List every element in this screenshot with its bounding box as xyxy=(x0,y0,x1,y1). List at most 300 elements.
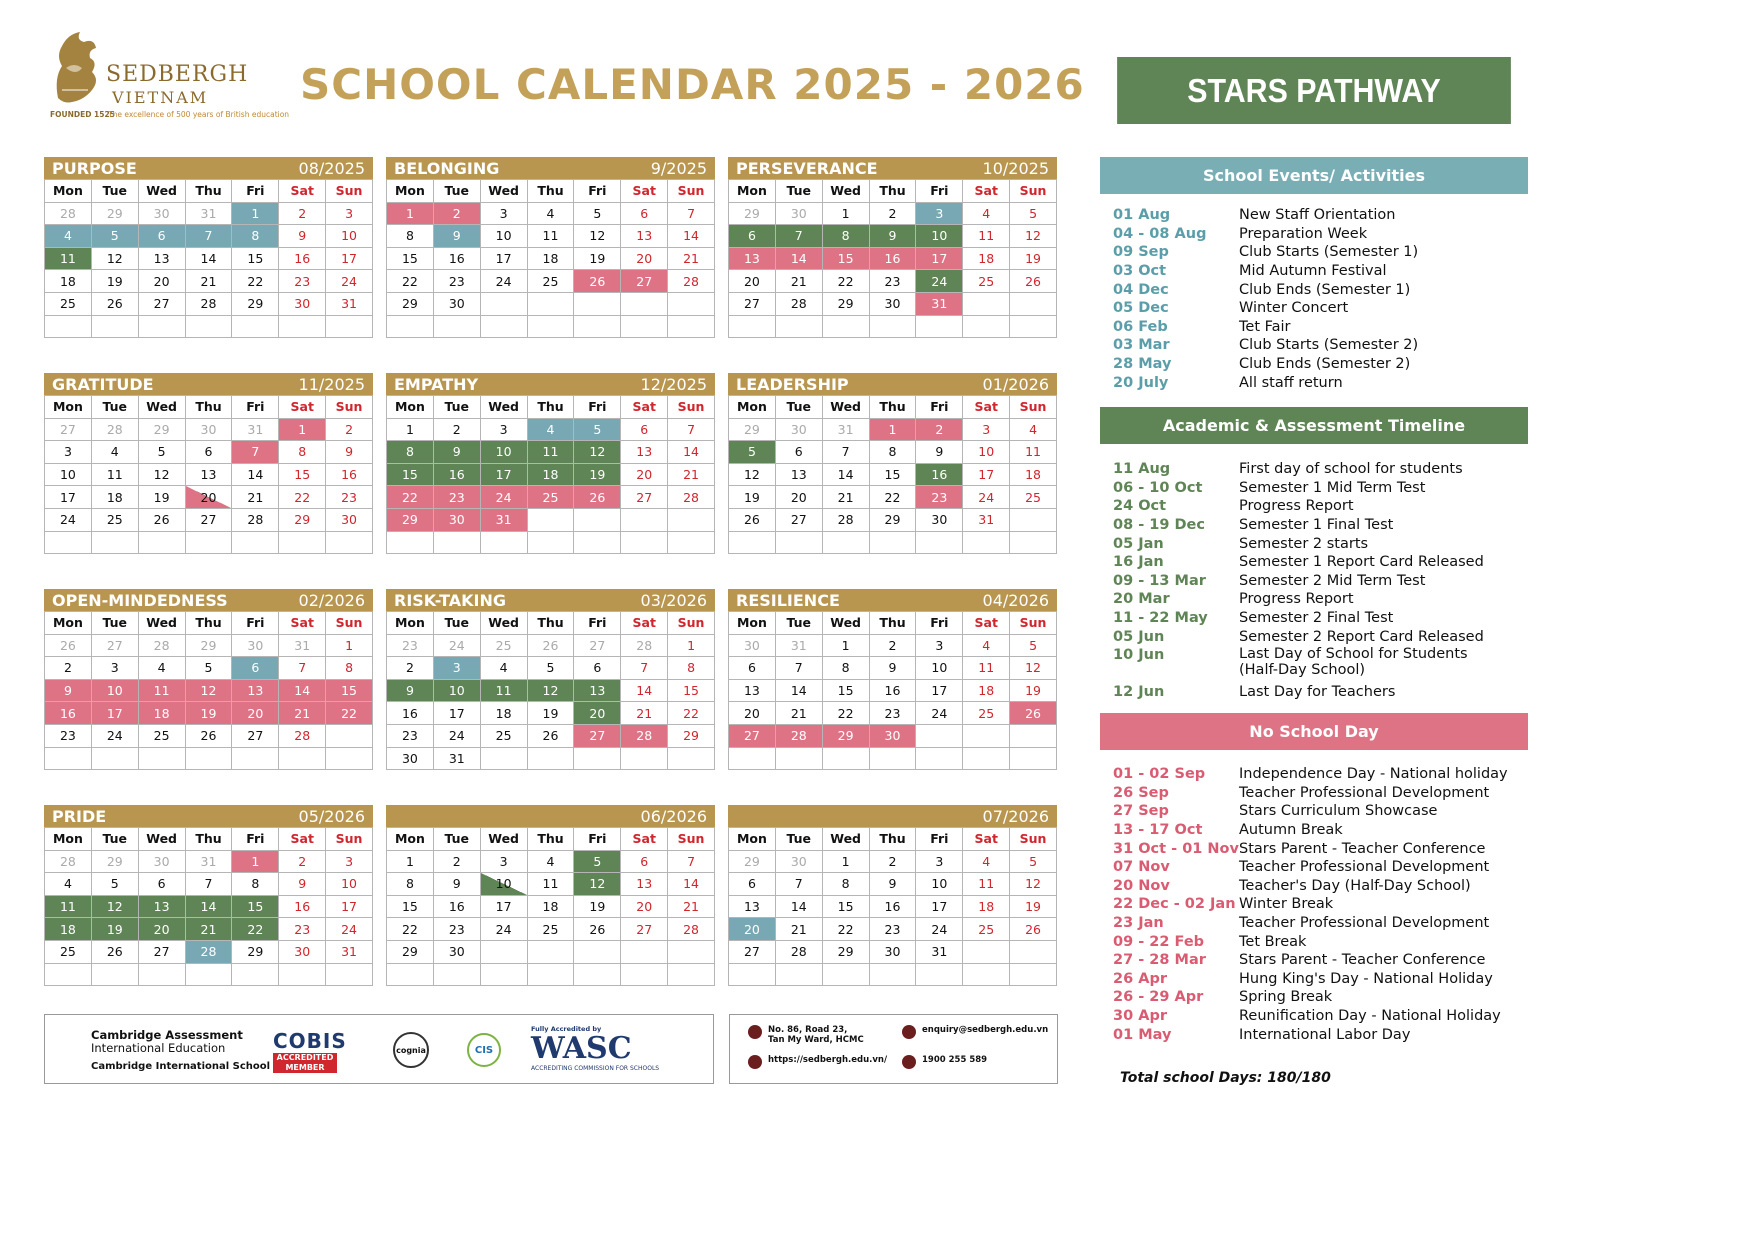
weekday-header: Fri xyxy=(232,828,279,851)
day-cell-adjacent xyxy=(481,748,528,771)
website-link[interactable]: https://sedbergh.edu.vn/ xyxy=(768,1055,888,1065)
day-cell-adjacent xyxy=(1010,293,1057,316)
event-date: 05 Jun xyxy=(1113,628,1165,645)
event-date: 26 Apr xyxy=(1113,970,1167,987)
day-cell: 31 xyxy=(434,748,481,771)
wasc-top: Fully Accredited by xyxy=(531,1025,602,1033)
weekday-header: Wed xyxy=(481,396,528,419)
day-cell: 5 xyxy=(139,441,186,464)
day-cell: 9 xyxy=(434,225,481,248)
day-cell: 23 xyxy=(387,725,434,748)
day-cell: 4 xyxy=(528,419,575,442)
day-cell-adjacent xyxy=(729,532,776,555)
day-cell: 25 xyxy=(528,918,575,941)
day-cell: 3 xyxy=(481,851,528,874)
month-header xyxy=(44,589,373,611)
day-cell: 11 xyxy=(92,464,139,487)
day-cell: 20 xyxy=(729,918,776,941)
event-text xyxy=(1239,207,1533,223)
weekday-header: Thu xyxy=(186,396,233,419)
event-text xyxy=(1239,803,1533,819)
day-cell: 7 xyxy=(776,873,823,896)
day-cell: 14 xyxy=(232,464,279,487)
day-cell: 24 xyxy=(45,509,92,532)
day-cell-adjacent: 30 xyxy=(776,419,823,442)
day-cell: 2 xyxy=(434,851,481,874)
weekday-header: Tue xyxy=(434,396,481,419)
day-cell: 18 xyxy=(45,270,92,293)
day-cell-adjacent: 28 xyxy=(92,419,139,442)
day-cell: 22 xyxy=(387,918,434,941)
month-theme: OPEN-MINDEDNESS xyxy=(52,590,228,610)
event-date: 11 Aug xyxy=(1113,461,1171,478)
day-cell-adjacent xyxy=(186,748,233,771)
day-cell: 30 xyxy=(870,725,917,748)
day-cell-adjacent xyxy=(668,941,715,964)
day-cell: 11 xyxy=(528,225,575,248)
event-row xyxy=(1113,318,1533,337)
cognia-logo: cognia xyxy=(393,1032,429,1068)
event-row xyxy=(1113,460,1533,479)
day-cell: 20 xyxy=(186,486,233,509)
day-cell: 26 xyxy=(1010,918,1057,941)
day-cell: 23 xyxy=(45,725,92,748)
day-cell: 18 xyxy=(92,486,139,509)
day-cell: 4 xyxy=(45,225,92,248)
weekday-header: Wed xyxy=(823,180,870,203)
day-cell: 15 xyxy=(232,896,279,919)
day-cell: 3 xyxy=(916,851,963,874)
phone-number[interactable]: 1900 255 589 xyxy=(922,1055,988,1065)
day-cell: 13 xyxy=(621,873,668,896)
day-cell: 23 xyxy=(870,270,917,293)
address-line2: Tan My Ward, HCMC xyxy=(768,1035,864,1045)
day-cell: 9 xyxy=(326,441,373,464)
weekday-header: Wed xyxy=(139,396,186,419)
day-cell: 6 xyxy=(574,657,621,680)
day-cell: 4 xyxy=(528,851,575,874)
month-label: 08/2025 xyxy=(298,158,365,178)
day-cell: 6 xyxy=(729,657,776,680)
day-cell: 11 xyxy=(963,225,1010,248)
month-day-grid xyxy=(44,611,373,770)
event-text xyxy=(1239,684,1533,700)
day-cell-adjacent xyxy=(481,941,528,964)
event-text xyxy=(1239,878,1533,894)
day-cell-adjacent xyxy=(279,964,326,987)
day-cell: 28 xyxy=(232,509,279,532)
day-cell-adjacent xyxy=(668,293,715,316)
event-text-line: Tet Break xyxy=(1239,933,1307,950)
day-cell-adjacent xyxy=(729,748,776,771)
weekday-header: Thu xyxy=(186,180,233,203)
day-cell-adjacent xyxy=(528,509,575,532)
day-cell: 12 xyxy=(574,873,621,896)
event-text-line: Mid Autumn Festival xyxy=(1239,263,1387,280)
event-text xyxy=(1239,300,1533,316)
event-text xyxy=(1239,319,1533,335)
day-cell: 18 xyxy=(481,702,528,725)
day-cell-adjacent xyxy=(574,941,621,964)
day-cell: 13 xyxy=(186,464,233,487)
day-cell: 24 xyxy=(916,918,963,941)
weekday-header: Fri xyxy=(232,180,279,203)
day-cell: 28 xyxy=(668,918,715,941)
day-cell-adjacent xyxy=(621,509,668,532)
day-cell-adjacent: 27 xyxy=(45,419,92,442)
day-cell: 22 xyxy=(387,270,434,293)
event-row xyxy=(1113,839,1533,858)
weekday-header: Wed xyxy=(139,612,186,635)
day-cell-adjacent xyxy=(668,748,715,771)
event-row xyxy=(1113,877,1533,896)
month-theme: RISK-TAKING xyxy=(394,590,507,610)
day-cell: 25 xyxy=(963,702,1010,725)
event-text-line: Reunification Day - National Holiday xyxy=(1239,1008,1501,1025)
day-cell: 27 xyxy=(729,941,776,964)
month-label: 10/2025 xyxy=(982,158,1049,178)
cobis-name: COBIS xyxy=(273,1029,347,1053)
day-cell: 8 xyxy=(823,873,870,896)
day-cell: 12 xyxy=(139,464,186,487)
day-cell: 2 xyxy=(326,419,373,442)
day-cell-adjacent xyxy=(963,941,1010,964)
day-cell-adjacent xyxy=(481,316,528,339)
day-cell: 31 xyxy=(326,941,373,964)
event-date: 26 - 29 Apr xyxy=(1113,989,1204,1006)
globe-icon xyxy=(748,1055,762,1069)
weekday-header: Thu xyxy=(870,180,917,203)
day-cell: 22 xyxy=(232,918,279,941)
day-cell-adjacent xyxy=(45,748,92,771)
day-cell: 12 xyxy=(574,225,621,248)
weekday-header: Sat xyxy=(963,396,1010,419)
day-cell: 3 xyxy=(963,419,1010,442)
day-cell: 24 xyxy=(326,270,373,293)
day-cell-adjacent xyxy=(139,748,186,771)
event-date: 20 Nov xyxy=(1113,877,1170,894)
day-cell: 15 xyxy=(387,464,434,487)
day-cell-adjacent xyxy=(279,532,326,555)
day-cell: 21 xyxy=(776,918,823,941)
day-cell: 28 xyxy=(823,509,870,532)
day-cell-adjacent xyxy=(139,964,186,987)
weekday-header: Sun xyxy=(668,828,715,851)
day-cell-adjacent xyxy=(870,964,917,987)
month-day-grid xyxy=(728,395,1057,554)
day-cell: 9 xyxy=(387,680,434,703)
event-date: 04 Dec xyxy=(1113,281,1169,298)
day-cell-adjacent xyxy=(232,964,279,987)
day-cell: 12 xyxy=(1010,657,1057,680)
day-cell: 5 xyxy=(186,657,233,680)
day-cell: 24 xyxy=(963,486,1010,509)
event-date: 05 Dec xyxy=(1113,300,1169,317)
event-text-line: Club Starts (Semester 2) xyxy=(1239,337,1419,354)
day-cell-adjacent xyxy=(621,293,668,316)
day-cell: 25 xyxy=(963,270,1010,293)
day-cell: 14 xyxy=(823,464,870,487)
day-cell: 6 xyxy=(139,225,186,248)
day-cell: 8 xyxy=(232,225,279,248)
day-cell-adjacent xyxy=(481,293,528,316)
month-header xyxy=(728,373,1057,395)
cambridge-line2: International Education xyxy=(91,1041,226,1055)
day-cell: 10 xyxy=(963,441,1010,464)
day-cell-adjacent xyxy=(186,316,233,339)
month-label: 05/2026 xyxy=(298,806,365,826)
day-cell: 27 xyxy=(776,509,823,532)
day-cell-adjacent: 30 xyxy=(186,419,233,442)
weekday-header: Sat xyxy=(621,396,668,419)
email[interactable] xyxy=(902,1025,1048,1039)
event-text-line: Preparation Week xyxy=(1239,225,1368,242)
month-theme: EMPATHY xyxy=(394,374,479,394)
day-cell-adjacent xyxy=(92,964,139,987)
day-cell: 30 xyxy=(870,293,917,316)
event-date: 01 Aug xyxy=(1113,207,1171,224)
month-theme: PRIDE xyxy=(52,806,107,826)
day-cell: 31 xyxy=(481,509,528,532)
day-cell: 16 xyxy=(434,896,481,919)
event-date: 24 Oct xyxy=(1113,498,1167,515)
day-cell-adjacent xyxy=(916,532,963,555)
day-cell-adjacent xyxy=(916,964,963,987)
day-cell: 29 xyxy=(232,941,279,964)
event-text xyxy=(1239,498,1533,514)
day-cell: 16 xyxy=(870,680,917,703)
day-cell: 19 xyxy=(528,702,575,725)
day-cell: 18 xyxy=(528,896,575,919)
day-cell: 19 xyxy=(574,464,621,487)
month-day-grid xyxy=(44,827,373,986)
day-cell: 18 xyxy=(45,918,92,941)
day-cell: 10 xyxy=(45,464,92,487)
day-cell: 7 xyxy=(668,203,715,226)
month-calendar xyxy=(728,373,1057,554)
day-cell: 19 xyxy=(574,896,621,919)
event-date: 12 Jun xyxy=(1113,684,1165,701)
day-cell-adjacent xyxy=(1010,964,1057,987)
day-cell: 28 xyxy=(621,725,668,748)
day-cell: 23 xyxy=(326,486,373,509)
day-cell: 15 xyxy=(232,248,279,271)
weekday-header: Wed xyxy=(139,180,186,203)
event-text-line: Stars Parent - Teacher Conference xyxy=(1239,952,1486,969)
day-cell: 19 xyxy=(574,248,621,271)
event-row xyxy=(1113,280,1533,299)
event-text xyxy=(1239,263,1533,279)
day-cell: 4 xyxy=(92,441,139,464)
month-header xyxy=(386,805,715,827)
weekday-header: Sun xyxy=(326,612,373,635)
event-text xyxy=(1239,1008,1533,1024)
event-date: 05 Jan xyxy=(1113,535,1164,552)
day-cell: 7 xyxy=(621,657,668,680)
day-cell: 20 xyxy=(776,486,823,509)
day-cell: 21 xyxy=(279,702,326,725)
day-cell: 16 xyxy=(279,248,326,271)
day-cell: 12 xyxy=(92,896,139,919)
day-cell-adjacent xyxy=(776,748,823,771)
day-cell-adjacent xyxy=(186,964,233,987)
day-cell: 9 xyxy=(916,441,963,464)
day-cell: 29 xyxy=(668,725,715,748)
weekday-header: Thu xyxy=(870,396,917,419)
weekday-header: Sun xyxy=(326,396,373,419)
event-date: 13 - 17 Oct xyxy=(1113,822,1203,839)
month-day-grid xyxy=(728,611,1057,770)
day-cell: 14 xyxy=(668,441,715,464)
day-cell: 16 xyxy=(870,248,917,271)
day-cell: 4 xyxy=(528,203,575,226)
day-cell: 24 xyxy=(916,702,963,725)
day-cell: 24 xyxy=(434,725,481,748)
event-text-line: Semester 2 Report Card Released xyxy=(1239,628,1484,645)
day-cell: 23 xyxy=(916,486,963,509)
day-cell: 14 xyxy=(186,896,233,919)
day-cell: 20 xyxy=(139,270,186,293)
event-row xyxy=(1113,1025,1533,1044)
day-cell-adjacent xyxy=(1010,509,1057,532)
email-link[interactable]: enquiry@sedbergh.edu.vn xyxy=(922,1025,1049,1035)
cambridge-logo xyxy=(91,1029,270,1073)
day-cell: 13 xyxy=(621,225,668,248)
day-cell: 21 xyxy=(776,702,823,725)
day-cell: 2 xyxy=(434,419,481,442)
event-date: 27 - 28 Mar xyxy=(1113,952,1206,969)
event-text-line: Semester 1 Mid Term Test xyxy=(1239,479,1426,496)
day-cell-adjacent: 23 xyxy=(387,635,434,658)
day-cell: 2 xyxy=(870,851,917,874)
day-cell: 26 xyxy=(574,486,621,509)
month-calendar xyxy=(44,589,373,770)
day-cell-adjacent xyxy=(963,748,1010,771)
day-cell-adjacent xyxy=(963,964,1010,987)
day-cell: 11 xyxy=(528,441,575,464)
day-cell: 4 xyxy=(139,657,186,680)
day-cell: 16 xyxy=(434,464,481,487)
day-cell: 29 xyxy=(387,941,434,964)
month-header xyxy=(44,373,373,395)
day-cell: 27 xyxy=(621,270,668,293)
school-events-header: School Events/ Activities xyxy=(1100,157,1528,194)
event-text xyxy=(1239,536,1533,552)
pathway-banner: STARS PATHWAY xyxy=(1117,57,1511,124)
event-text xyxy=(1239,785,1533,801)
day-cell: 17 xyxy=(92,702,139,725)
day-cell-adjacent xyxy=(1010,748,1057,771)
event-row xyxy=(1113,784,1533,803)
weekday-header: Thu xyxy=(528,396,575,419)
day-cell: 7 xyxy=(186,873,233,896)
day-cell-adjacent xyxy=(387,316,434,339)
day-cell: 3 xyxy=(45,441,92,464)
day-cell: 15 xyxy=(279,464,326,487)
wasc-name: WASC xyxy=(531,1031,632,1066)
day-cell: 21 xyxy=(668,896,715,919)
month-day-grid xyxy=(386,179,715,338)
day-cell-adjacent: 28 xyxy=(139,635,186,658)
weekday-header: Sat xyxy=(963,180,1010,203)
day-cell: 2 xyxy=(916,419,963,442)
month-label: 07/2026 xyxy=(982,806,1049,826)
day-cell-adjacent xyxy=(574,509,621,532)
event-text-line: Club Ends (Semester 2) xyxy=(1239,356,1411,373)
day-cell: 18 xyxy=(528,248,575,271)
month-theme: BELONGING xyxy=(394,158,500,178)
day-cell: 17 xyxy=(326,896,373,919)
month-theme: PERSEVERANCE xyxy=(736,158,878,178)
day-cell: 2 xyxy=(279,851,326,874)
day-cell: 19 xyxy=(1010,896,1057,919)
day-cell-adjacent xyxy=(621,532,668,555)
day-cell: 22 xyxy=(668,702,715,725)
day-cell: 12 xyxy=(528,680,575,703)
day-cell: 28 xyxy=(776,941,823,964)
day-cell: 7 xyxy=(776,657,823,680)
weekday-header: Sun xyxy=(1010,396,1057,419)
day-cell: 2 xyxy=(45,657,92,680)
event-row xyxy=(1113,299,1533,318)
day-cell: 3 xyxy=(434,657,481,680)
day-cell: 31 xyxy=(963,509,1010,532)
cobis-badge: ACCREDITED MEMBER xyxy=(273,1053,337,1073)
event-text-line: Autumn Break xyxy=(1239,822,1343,839)
day-cell: 23 xyxy=(279,918,326,941)
weekday-header: Wed xyxy=(823,396,870,419)
phone[interactable] xyxy=(902,1055,987,1069)
event-text xyxy=(1239,461,1533,477)
weekday-header: Thu xyxy=(186,612,233,635)
day-cell: 13 xyxy=(729,680,776,703)
month-header xyxy=(44,157,373,179)
event-text-line: All staff return xyxy=(1239,374,1343,391)
day-cell-adjacent xyxy=(870,532,917,555)
day-cell: 20 xyxy=(574,702,621,725)
day-cell: 10 xyxy=(326,873,373,896)
day-cell-adjacent: 29 xyxy=(92,203,139,226)
day-cell: 15 xyxy=(387,248,434,271)
day-cell: 1 xyxy=(387,851,434,874)
day-cell: 3 xyxy=(326,851,373,874)
day-cell-adjacent: 30 xyxy=(232,635,279,658)
day-cell: 5 xyxy=(92,873,139,896)
day-cell-adjacent xyxy=(279,316,326,339)
event-text-line: Teacher's Day (Half-Day School) xyxy=(1239,877,1471,894)
logo-tagline: The excellence of 500 years of British education xyxy=(108,110,290,119)
month-calendar xyxy=(728,805,1057,986)
day-cell: 27 xyxy=(139,941,186,964)
day-cell: 20 xyxy=(729,702,776,725)
day-cell: 25 xyxy=(139,725,186,748)
day-cell: 6 xyxy=(729,873,776,896)
event-text xyxy=(1239,1027,1533,1043)
weekday-header: Mon xyxy=(729,828,776,851)
day-cell: 20 xyxy=(729,270,776,293)
day-cell: 29 xyxy=(823,293,870,316)
day-cell: 30 xyxy=(387,748,434,771)
event-date: 27 Sep xyxy=(1113,803,1169,820)
event-date: 01 May xyxy=(1113,1026,1172,1043)
day-cell: 21 xyxy=(776,270,823,293)
website[interactable] xyxy=(748,1055,887,1069)
day-cell: 1 xyxy=(232,851,279,874)
day-cell-adjacent xyxy=(1010,941,1057,964)
day-cell: 23 xyxy=(870,702,917,725)
day-cell: 22 xyxy=(387,486,434,509)
month-label: 04/2026 xyxy=(982,590,1049,610)
